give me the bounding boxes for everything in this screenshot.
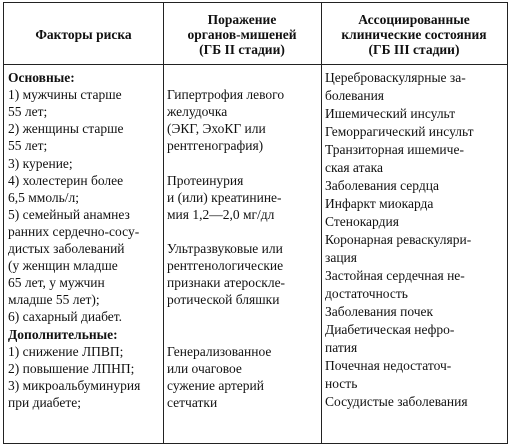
- organ-damage-line: ротической бляшки: [167, 292, 280, 308]
- risk-factor-line: ранних сердечно-сосу-: [8, 223, 140, 239]
- associated-condition-line: Диабетическая нефро-: [325, 322, 455, 337]
- organ-damage-line: Гипертрофия левого: [167, 87, 285, 103]
- associated-condition-line: Цереброваскулярные за-: [325, 70, 466, 85]
- risk-factor-line: младше 55 лет);: [8, 292, 100, 308]
- risk-factor-line: 3) микроальбуминурия: [8, 377, 141, 393]
- risk-factor-line: 3) курение;: [8, 155, 73, 171]
- organ-damage-line: признаки атероскле-: [167, 275, 286, 291]
- risk-factor-line: 5) семейный анамнез: [8, 206, 130, 222]
- header-associated-conditions-line: Ассоциированные: [358, 11, 470, 27]
- associated-condition-line: Ишемический инсульт: [325, 106, 456, 121]
- organ-damage-line: сужение артерий: [167, 377, 264, 393]
- risk-factor-line: 55 лет;: [8, 138, 48, 154]
- associated-condition-line: Транзиторная ишемиче-: [325, 142, 464, 157]
- risk-factor-line: 6) сахарный диабет.: [8, 309, 123, 325]
- organ-damage-line: сетчатки: [167, 394, 218, 410]
- organ-damage-line: (ЭКГ, ЭхоКГ или: [167, 121, 266, 137]
- organ-damage-line: Генерализованное: [167, 343, 272, 359]
- header-associated-conditions-line: клинические состояния: [341, 26, 487, 42]
- risk-factor-line: 65 лет, у мужчин: [8, 275, 105, 291]
- header-organ-damage-line: (ГБ II стадии): [199, 41, 285, 57]
- risk-factor-line: (у женщин младше: [8, 258, 118, 274]
- associated-condition-line: зация: [325, 250, 357, 265]
- header-associated-conditions: [321, 3, 507, 65]
- organ-damage-line: Ультразвуковые или: [167, 241, 283, 256]
- associated-condition-line: патия: [325, 340, 358, 355]
- header-risk-factors: [4, 3, 163, 65]
- organ-damage-line: рентгенологические: [167, 258, 284, 274]
- organ-damage-line: Протеинурия: [167, 172, 244, 188]
- associated-condition-line: Стенокардия: [325, 214, 399, 229]
- organ-damage-line: мия 1,2—2,0 мг/дл: [167, 206, 275, 222]
- associated-condition-line: Сосудистые заболевания: [325, 394, 468, 409]
- associated-condition-line: Коронарная реваскуляри-: [325, 232, 472, 247]
- organ-damage-line: рентгенография): [167, 138, 264, 154]
- risk-factor-line: 1) снижение ЛПВП;: [8, 343, 124, 359]
- risk-factors-group-heading: Дополнительные:: [8, 326, 118, 342]
- organ-damage-line: желудочка: [167, 104, 228, 120]
- risk-factor-line: 2) женщины старше: [8, 121, 124, 137]
- associated-condition-line: Инфаркт миокарда: [325, 196, 434, 211]
- header-organ-damage-line: органов-мишеней: [187, 26, 297, 42]
- header-organ-damage: [163, 3, 321, 65]
- associated-condition-line: достаточность: [325, 286, 408, 301]
- associated-condition-line: болевания: [325, 88, 385, 103]
- associated-condition-line: Заболевания сердца: [325, 178, 439, 193]
- organ-damage-line: и (или) креатинине-: [167, 189, 282, 205]
- header-organ-damage-line: Поражение: [207, 11, 277, 27]
- associated-conditions-column: [321, 65, 507, 443]
- table-header-row: [4, 3, 507, 65]
- associated-condition-line: Заболевания почек: [325, 304, 434, 319]
- associated-condition-line: ская атака: [325, 160, 383, 175]
- organ-damage-column: [163, 65, 321, 443]
- risk-factor-line: 6,5 ммоль/л;: [8, 189, 80, 205]
- organ-damage-line: или очаговое: [167, 360, 242, 376]
- risk-factors-table: [3, 2, 508, 444]
- risk-factors-group-heading: Основные:: [8, 70, 75, 85]
- header-associated-conditions-line: (ГБ III стадии): [368, 41, 460, 57]
- risk-factors-column: [4, 65, 163, 443]
- associated-condition-line: Застойная сердечная не-: [325, 268, 465, 283]
- risk-factor-line: 4) холестерин более: [8, 172, 124, 188]
- header-risk-factors-line: Факторы риска: [35, 26, 132, 42]
- associated-condition-line: ность: [325, 376, 358, 391]
- risk-factor-line: при диабете;: [8, 394, 81, 410]
- associated-condition-line: Геморрагический инсульт: [325, 124, 474, 139]
- associated-condition-line: Почечная недостаточ-: [325, 358, 452, 373]
- risk-factor-line: 55 лет;: [8, 104, 48, 120]
- risk-factor-line: 2) повышение ЛПНП;: [8, 360, 135, 376]
- risk-factor-line: дистых заболеваний: [8, 241, 125, 256]
- risk-factor-line: 1) мужчины старше: [8, 87, 122, 103]
